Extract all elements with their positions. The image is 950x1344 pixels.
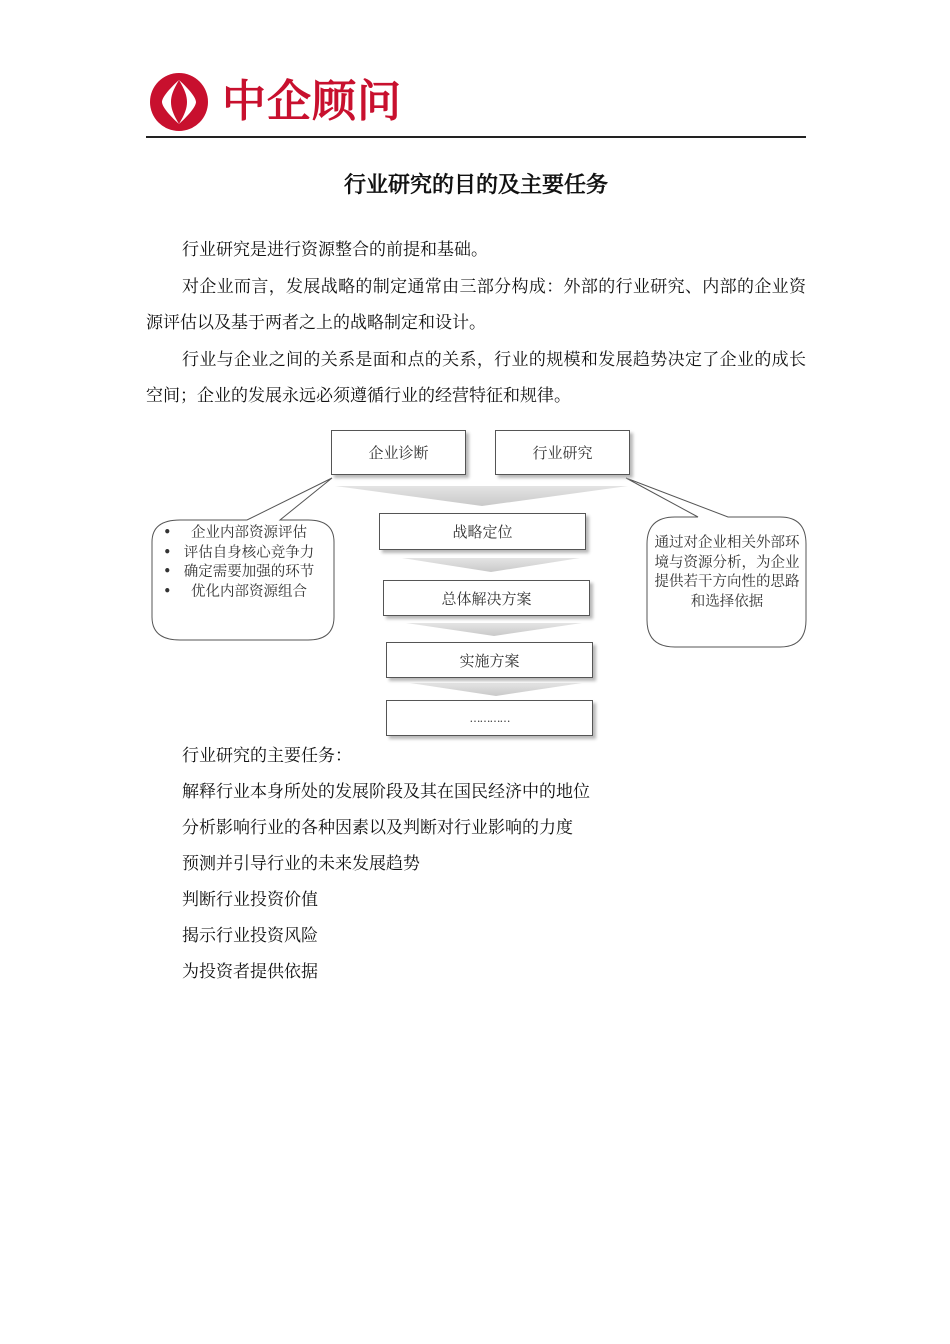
list-item: • 企业内部资源评估 <box>173 524 325 544</box>
list-item: 为投资者提供依据 <box>182 962 318 982</box>
industry-research-box: 行业研究 <box>495 430 630 475</box>
list-item: • 确定需要加强的环节 <box>173 563 325 583</box>
paragraph: 对企业而言，发展战略的制定通常由三部分构成：外部的行业研究、内部的企业资源评估以及基于两者之上的战略制定和设计。 <box>146 276 806 333</box>
flow-arrow <box>335 486 628 506</box>
intro-paragraphs <box>146 232 806 415</box>
document-title: 行业研究的目的及主要任务 <box>343 173 608 198</box>
list-item: 分析影响行业的各种因素以及判断对行业影响的力度 <box>182 818 573 838</box>
strategy-positioning-box: 战略定位 <box>379 513 586 550</box>
company-logo-text: 中企顾问 <box>222 76 402 127</box>
enterprise-diagnosis-box: 企业诊断 <box>331 430 466 475</box>
page-header <box>146 70 806 138</box>
enterprise-diagnosis-notes <box>151 522 333 640</box>
implementation-plan-box: 实施方案 <box>386 642 593 678</box>
list-item: 揭示行业投资风险 <box>182 926 318 946</box>
paragraph: 行业与企业之间的关系是面和点的关系，行业的规模和发展趋势决定了企业的成长空间；企业的发展永远必须遵循行业的经营特征和规律。 <box>146 349 806 406</box>
main-tasks-list <box>146 738 806 990</box>
tasks-heading: 行业研究的主要任务： <box>182 746 352 766</box>
industry-research-notes: 通过对企业相关外部环境与资源分析，为企业提供若干方向性的思路和选择依据 <box>654 535 800 610</box>
list-item: • 优化内部资源组合 <box>173 583 325 603</box>
list-item: 解释行业本身所处的发展阶段及其在国民经济中的地位 <box>182 782 590 802</box>
list-item: • 评估自身核心竞争力 <box>173 544 325 564</box>
research-flow-diagram <box>140 420 820 745</box>
paragraph: 行业研究是进行资源整合的前提和基础。 <box>182 240 488 260</box>
flow-arrow <box>406 623 582 636</box>
overall-solution-box: 总体解决方案 <box>383 580 590 616</box>
more-steps-box: ………… <box>386 700 593 736</box>
list-item: 预测并引导行业的未来发展趋势 <box>182 854 420 874</box>
flow-arrow <box>402 558 580 572</box>
flow-arrow <box>410 683 582 696</box>
list-item: 判断行业投资价值 <box>182 890 318 910</box>
company-logo-icon <box>146 72 212 132</box>
